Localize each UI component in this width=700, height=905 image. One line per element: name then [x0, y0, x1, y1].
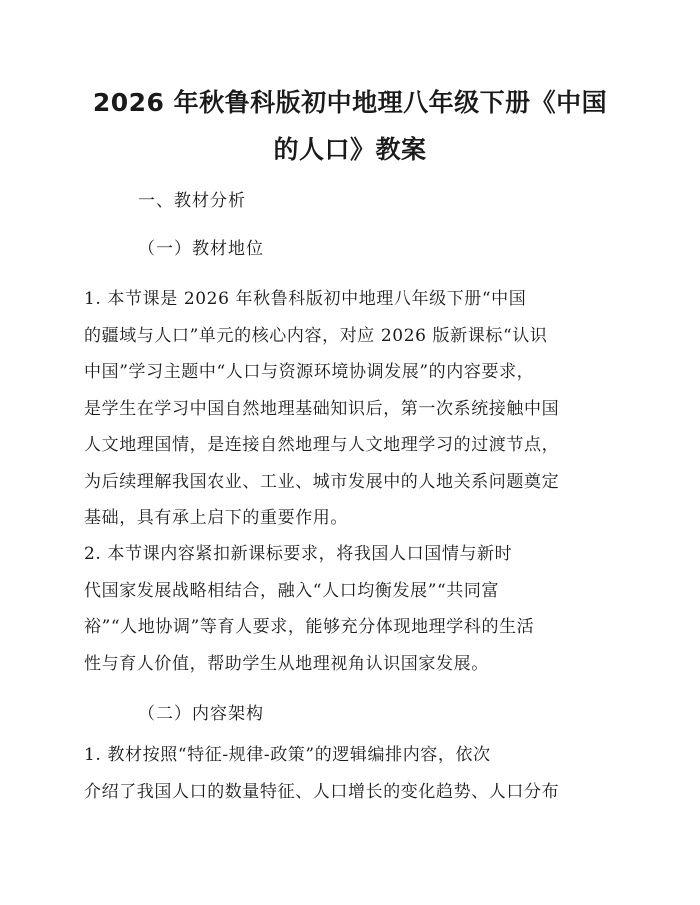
section-heading-textbook-analysis: 一、教材分析 [138, 191, 246, 211]
paragraph-line: 代国家发展战略相结合，融入“人口均衡发展”“共同富 [84, 580, 500, 601]
paragraph-line: 人文地理国情，是连接自然地理与人文地理学习的过渡节点， [84, 435, 560, 455]
paragraph-line: 1. 教材按照“特征-规律-政策”的逻辑编排内容，依次 [84, 745, 491, 765]
paragraph-line: 裕”“人地协调”等育人要求，能够充分体现地理学科的生活 [84, 617, 535, 637]
subsection-heading-textbook-position: （一）教材地位 [138, 239, 264, 259]
paragraph-line: 性与育人价值，帮助学生从地理视角认识国家发展。 [84, 653, 489, 674]
paragraph-line: 基础，具有承上启下的重要作用。 [84, 508, 348, 528]
paragraph-line: 的疆域与人口”单元的核心内容，对应 2026 版新课标“认识 [84, 325, 548, 346]
document-title-line-2: 的人口》教案 [273, 135, 427, 164]
subsection-heading-content-structure: （二）内容架构 [138, 704, 264, 724]
paragraph-line: 介绍了我国人口的数量特征、人口增长的变化趋势、人口分布 [84, 781, 560, 802]
paragraph-line: 中国”学习主题中“人口与资源环境协调发展”的内容要求， [84, 362, 535, 382]
paragraph-3 [84, 737, 616, 810]
paragraph-line: 是学生在学习中国自然地理基础知识后，第一次系统接触中国 [84, 398, 560, 419]
paragraph-line: 为后续理解我国农业、工业、城市发展中的人地关系问题奠定 [84, 471, 560, 492]
document-title-line-1: 2026 年秋鲁科版初中地理八年级下册《中国 [92, 88, 608, 117]
paragraph-line: 2. 本节课内容紧扣新课标要求，将我国人口国情与新时 [84, 544, 513, 564]
paragraph-line: 1. 本节课是 2026 年秋鲁科版初中地理八年级下册“中国 [84, 289, 527, 309]
paragraph-1 [84, 281, 616, 537]
paragraph-2 [84, 536, 616, 682]
